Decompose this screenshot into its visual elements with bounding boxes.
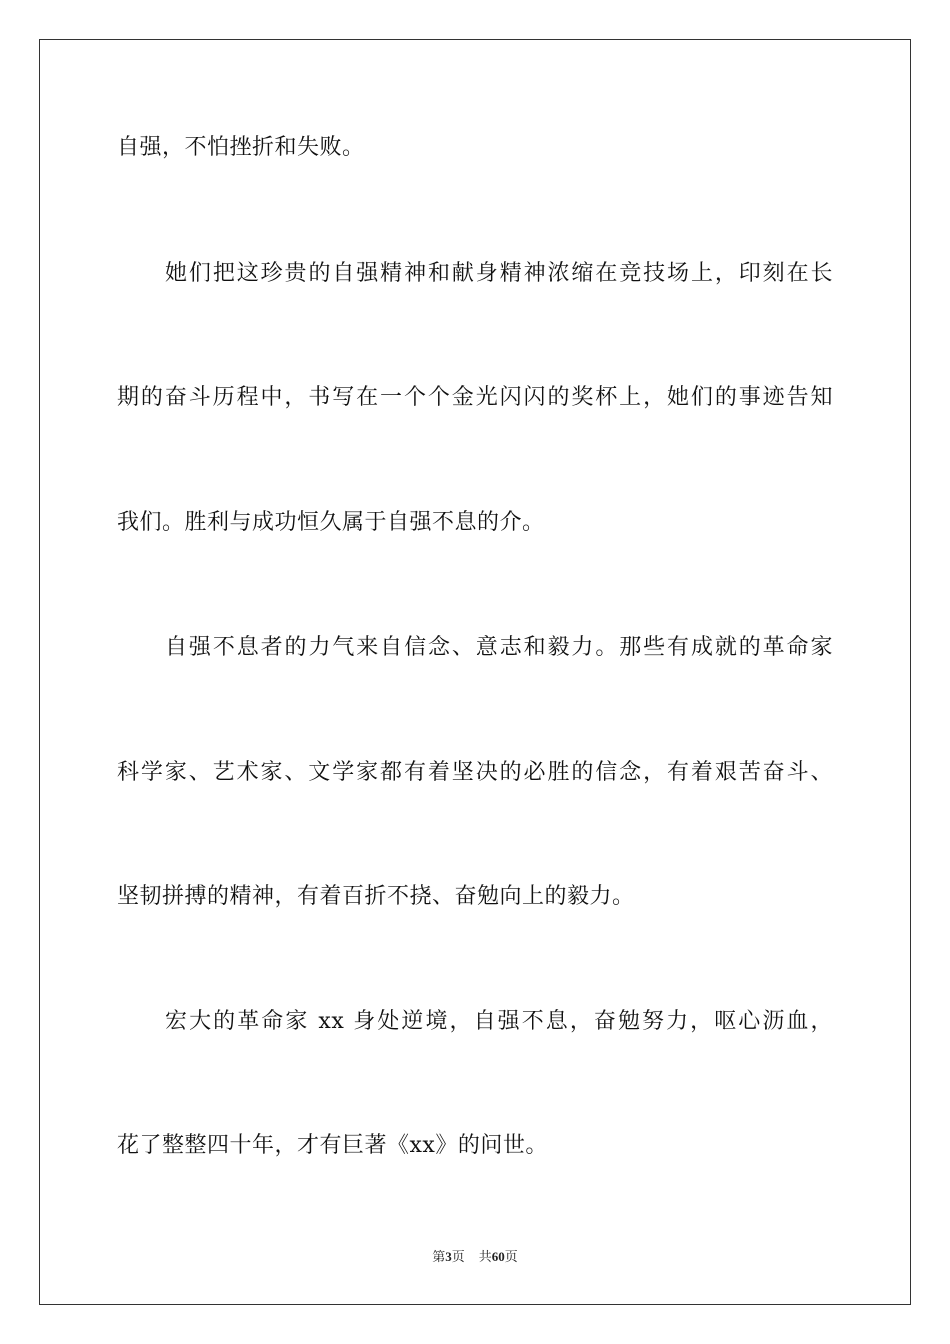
page-suffix: 页	[451, 1250, 465, 1265]
text-line-6: 科学家、艺术家、文学家都有着坚决的必胜的信念，有着艰苦奋斗、	[117, 760, 833, 785]
total-pages: 60	[491, 1249, 505, 1264]
text-line-8: 宏大的革命家 xx 身处逆境，自强不息，奋勉努力，呕心沥血，	[165, 1009, 833, 1034]
page-border	[39, 39, 911, 1305]
text-line-7: 坚韧拼搏的精神，有着百折不挠、奋勉向上的毅力。	[117, 884, 635, 909]
text-line-1: 自强，不怕挫折和失败。	[117, 135, 365, 160]
page-number: 3	[445, 1249, 452, 1264]
page-prefix: 第	[432, 1250, 446, 1265]
text-line-5: 自强不息者的力气来自信念、意志和毅力。那些有成就的革命家	[165, 635, 833, 660]
text-line-2: 她们把这珍贵的自强精神和献身精神浓缩在竞技场上，印刻在长	[165, 261, 833, 286]
page-footer	[0, 1248, 950, 1267]
total-suffix: 页	[504, 1250, 518, 1265]
text-line-4: 我们。胜利与成功恒久属于自强不息的介。	[117, 510, 545, 535]
text-line-3: 期的奋斗历程中，书写在一个个金光闪闪的奖杯上，她们的事迹告知	[117, 385, 833, 410]
total-prefix: 共	[478, 1250, 492, 1265]
text-line-9: 花了整整四十年，才有巨著《xx》的问世。	[117, 1133, 548, 1158]
